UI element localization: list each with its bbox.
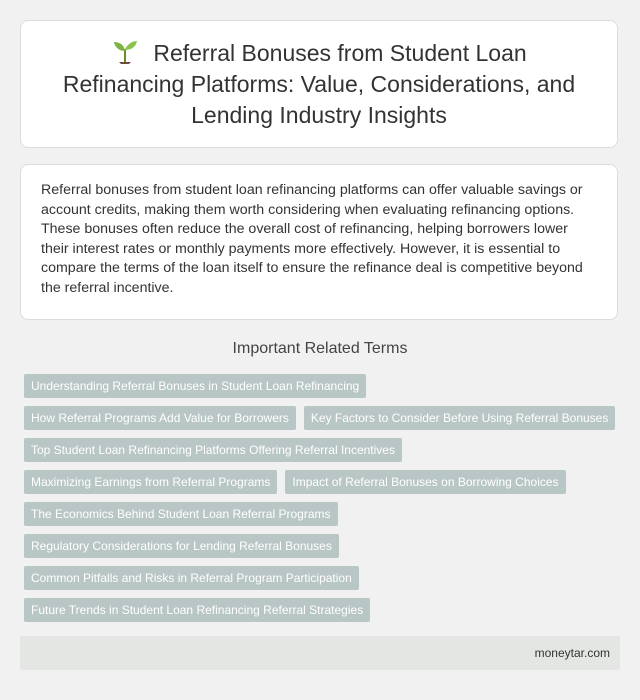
summary-card — [20, 164, 618, 320]
related-terms-heading: Important Related Terms — [232, 340, 408, 357]
term-tag[interactable]: Understanding Referral Bonuses in Student Loan Refinancing — [24, 374, 366, 398]
title-card — [20, 20, 618, 148]
footer-site-link[interactable]: moneytar.com — [534, 646, 610, 660]
footer — [20, 636, 620, 670]
term-row — [24, 502, 624, 526]
term-tag[interactable]: The Economics Behind Student Loan Referral Programs — [24, 502, 338, 526]
term-tag[interactable]: Key Factors to Consider Before Using Referral Bonuses — [304, 406, 615, 430]
term-tag[interactable]: Common Pitfalls and Risks in Referral Program Participation — [24, 566, 359, 590]
page-title — [21, 38, 617, 131]
page-title-text: Referral Bonuses from Student Loan Refinancing Platforms: Value, Considerations, and Lending Industry Insights — [62, 39, 576, 128]
term-tag[interactable]: Future Trends in Student Loan Refinancing Referral Strategies — [24, 598, 370, 622]
term-tag[interactable]: Regulatory Considerations for Lending Referral Bonuses — [24, 534, 339, 558]
related-terms-list — [24, 374, 624, 630]
term-tag[interactable]: Maximizing Earnings from Referral Programs — [24, 470, 277, 494]
term-row — [24, 534, 624, 558]
term-row — [24, 470, 624, 494]
term-tag[interactable]: How Referral Programs Add Value for Borrowers — [24, 406, 296, 430]
term-row — [24, 566, 624, 590]
term-tag[interactable]: Impact of Referral Bonuses on Borrowing Choices — [285, 470, 565, 494]
term-tag[interactable]: Top Student Loan Refinancing Platforms Offering Referral Incentives — [24, 438, 402, 462]
term-row — [24, 598, 624, 622]
term-row — [24, 438, 624, 462]
term-row — [24, 406, 624, 430]
term-row — [24, 374, 624, 398]
sprout-icon — [111, 38, 139, 64]
summary-text: Referral bonuses from student loan refinancing platforms can offer valuable savings or account credits, making them worth considering when evaluating refinancing options. These bonuses often reduce the overall cost of refinancing, helping borrowers lower their interest rates or monthly payments more effectively. However, it is essential to compare the terms of the loan itself to ensure the refinance deal is competitive beyond the referral incentive. — [41, 182, 583, 296]
